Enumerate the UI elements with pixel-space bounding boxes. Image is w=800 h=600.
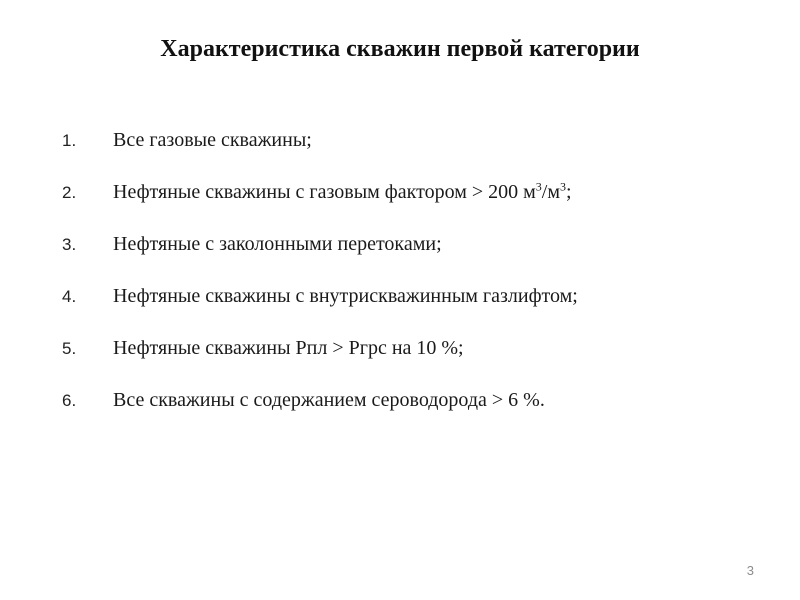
list-item bbox=[62, 280, 578, 332]
slide-title: Характеристика скважин первой категории bbox=[160, 36, 640, 62]
list-item-text: Нефтяные с заколонными перетоками; bbox=[113, 233, 442, 255]
page-number: 3 bbox=[746, 563, 754, 578]
list-item-text-part: /м bbox=[541, 181, 561, 203]
list-item-text: Все газовые скважины; bbox=[113, 129, 312, 151]
list-item bbox=[62, 176, 578, 228]
superscript: 3 bbox=[535, 179, 542, 194]
list-item-number: 6. bbox=[62, 391, 77, 410]
list-item bbox=[62, 332, 578, 384]
list-item bbox=[62, 228, 578, 280]
list-item-text-part: Нефтяные скважины с газовым фактором > 200 м bbox=[113, 181, 536, 203]
list-item-text-part: ; bbox=[566, 181, 572, 203]
list-item-number: 3. bbox=[62, 235, 77, 254]
list-item-number: 1. bbox=[62, 131, 77, 150]
list-item-number: 4. bbox=[62, 287, 77, 306]
list-item-text: Нефтяные скважины с внутрискважинным газлифтом; bbox=[113, 285, 578, 307]
criteria-list bbox=[62, 124, 578, 436]
list-item-number: 2. bbox=[62, 183, 77, 202]
list-item bbox=[62, 384, 578, 436]
list-item-text: Все скважины с содержанием сероводорода > 6 %. bbox=[113, 389, 545, 411]
list-item-number: 5. bbox=[62, 339, 77, 358]
list-item bbox=[62, 124, 578, 176]
superscript: 3 bbox=[560, 179, 567, 194]
list-item-text: Нефтяные скважины Рпл > Ргрс на 10 %; bbox=[113, 337, 464, 359]
list-item-text bbox=[113, 181, 572, 203]
